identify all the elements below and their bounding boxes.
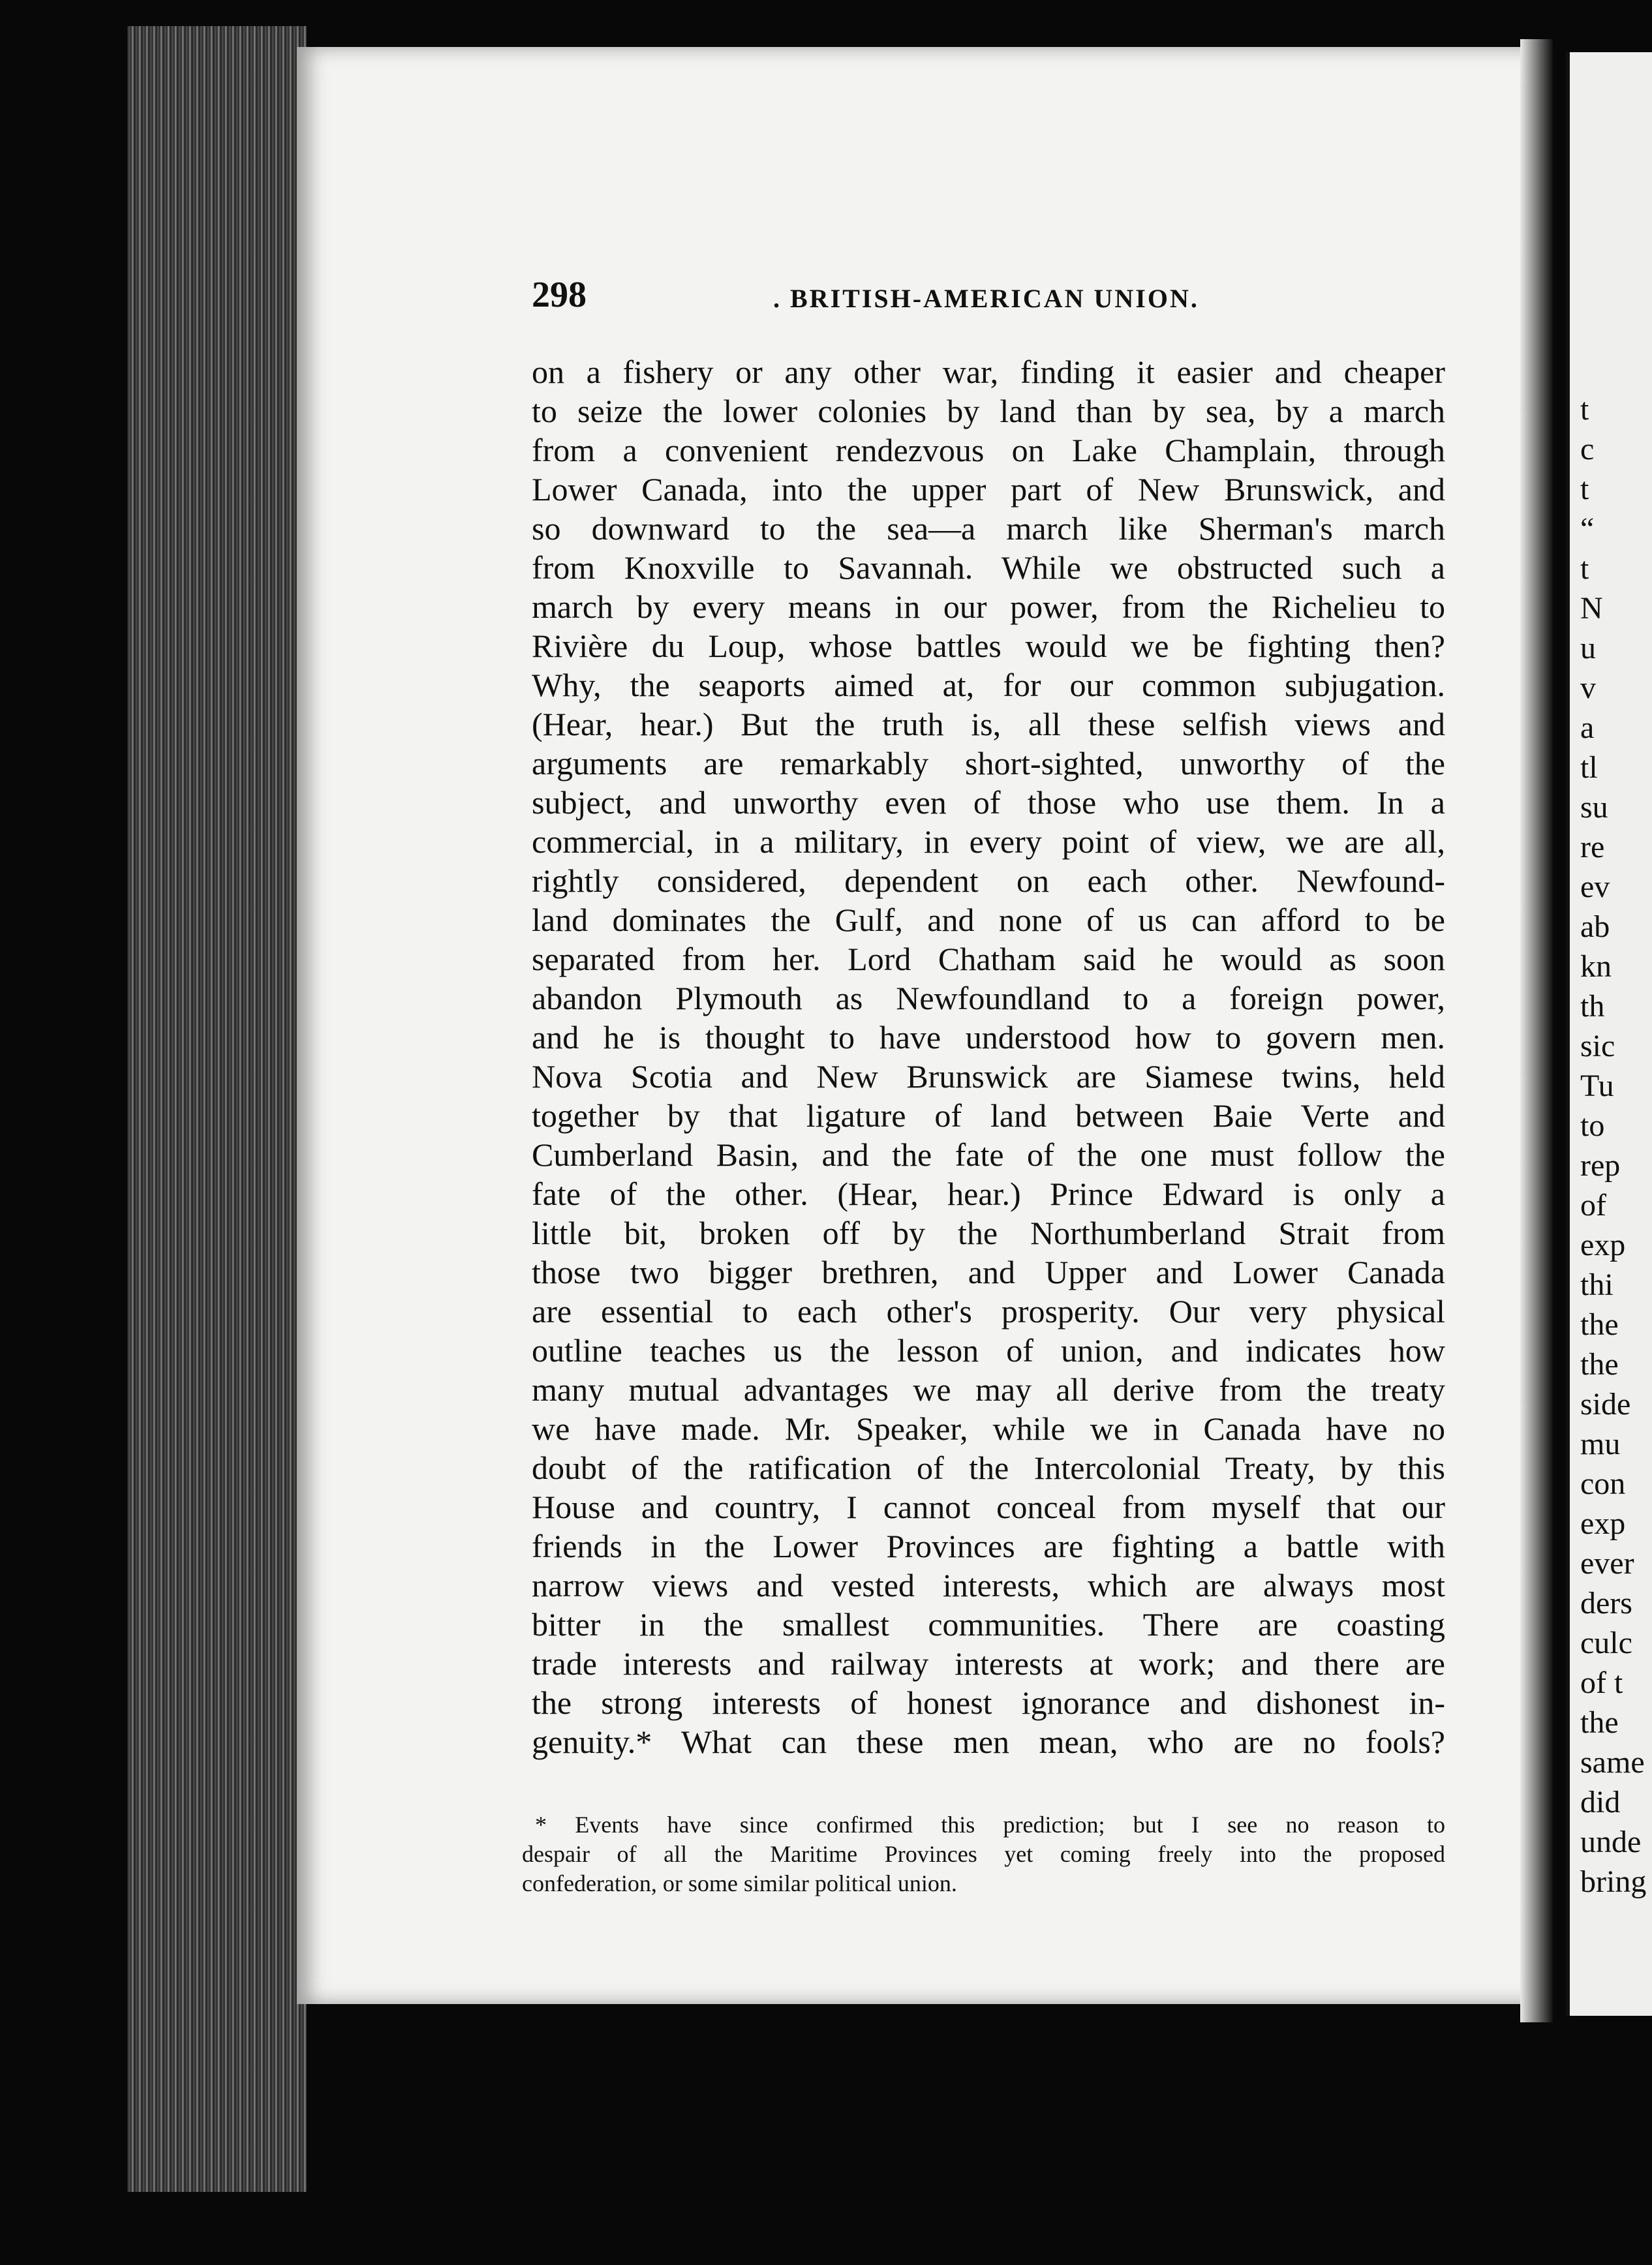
text-line: Why, the seaports aimed at, for our common subjugation. <box>532 667 1445 703</box>
text-line: subject, and unworthy even of those who use them. In a <box>532 784 1445 821</box>
text-line: bitter in the smallest communities. There are coasting <box>532 1606 1445 1643</box>
facing-page-text-fragment: t <box>1580 472 1589 506</box>
running-head <box>532 274 1445 320</box>
text-line: fate of the other. (Hear, hear.) Prince Edward is only a <box>532 1176 1445 1212</box>
text-line: Nova Scotia and New Brunswick are Siamese twins, held <box>532 1058 1445 1095</box>
facing-page-text-fragment: mu <box>1580 1427 1621 1461</box>
text-line: outline teaches us the lesson of union, and indicates how <box>532 1332 1445 1369</box>
text-line: so downward to the sea—a march like Sherman's march <box>532 510 1445 547</box>
text-line: Rivière du Loup, whose battles would we be fighting then? <box>532 628 1445 664</box>
facing-page-text-fragment: con <box>1580 1467 1626 1501</box>
facing-page-text-fragment: su <box>1580 790 1608 825</box>
text-line: narrow views and vested interests, which are always most <box>532 1567 1445 1604</box>
footnote-line: confederation, or some similar political union. <box>522 1870 957 1896</box>
facing-page-text-fragment: ev <box>1580 870 1610 904</box>
text-line: from Knoxville to Savannah. While we obstructed such a <box>532 549 1445 586</box>
facing-page-text-fragment: exp <box>1580 1228 1626 1262</box>
text-line: abandon Plymouth as Newfoundland to a foreign power, <box>532 980 1445 1016</box>
book-page-edges <box>127 26 307 2192</box>
text-line: march by every means in our power, from the Richelieu to <box>532 588 1445 625</box>
text-line: separated from her. Lord Chatham said he would as soon <box>532 941 1445 977</box>
facing-page-text-fragment: re <box>1580 830 1605 864</box>
text-line: from a convenient rendezvous on Lake Champlain, through <box>532 432 1445 468</box>
text-line: (Hear, hear.) But the truth is, all these selfish views and <box>532 706 1445 742</box>
facing-page-text-fragment: v <box>1580 671 1596 705</box>
page-number: 298 <box>532 275 587 315</box>
text-line: trade interests and railway interests at work; and there are <box>532 1645 1445 1682</box>
text-line: land dominates the Gulf, and none of us can afford to be <box>532 902 1445 938</box>
text-line: and he is thought to have understood how to govern men. <box>532 1019 1445 1056</box>
facing-page-text-fragment: same <box>1580 1745 1645 1780</box>
text-line: Lower Canada, into the upper part of New Brunswick, and <box>532 471 1445 508</box>
facing-page-text-fragment: ab <box>1580 909 1610 944</box>
footnote <box>522 1810 1445 1898</box>
running-title: . BRITISH-AMERICAN UNION. <box>773 284 1199 313</box>
facing-page-text-fragment: side <box>1580 1387 1631 1421</box>
facing-page-text-fragment: culc <box>1580 1626 1632 1660</box>
facing-page-text-fragment: bring <box>1580 1864 1647 1899</box>
facing-page-text-fragment: sic <box>1580 1029 1615 1063</box>
facing-page-text-fragment: ever <box>1580 1546 1634 1581</box>
facing-page-text-fragment: the <box>1580 1307 1619 1342</box>
facing-page-text-fragment: of t <box>1580 1665 1623 1700</box>
text-line: House and country, I cannot conceal from myself that our <box>532 1489 1445 1525</box>
facing-page-text-fragment: unde <box>1580 1825 1642 1859</box>
facing-page-text-fragment: c <box>1580 432 1595 466</box>
facing-page-text-fragment: t <box>1580 551 1589 586</box>
facing-page-text-fragment: thi <box>1580 1268 1614 1302</box>
text-line: the strong interests of honest ignorance and dishonest in- <box>532 1684 1445 1721</box>
text-line: we have made. Mr. Speaker, while we in Canada have no <box>532 1410 1445 1447</box>
facing-page-text-fragment: rep <box>1580 1148 1621 1183</box>
footnote-line: * Events have since confirmed this prediction; but I see no reason to <box>535 1812 1445 1838</box>
facing-page-text-fragment: tl <box>1580 750 1598 785</box>
facing-page-text-fragment: did <box>1580 1785 1621 1819</box>
facing-page-text-fragment: ders <box>1580 1586 1632 1620</box>
facing-page-text-fragment: to <box>1580 1108 1605 1143</box>
text-line: genuity.* What can these men mean, who are no fools? <box>532 1724 1445 1760</box>
text-line: on a fishery or any other war, finding it easier and cheaper <box>532 354 1445 390</box>
facing-page-fragment <box>1566 52 1652 2016</box>
facing-page-text-fragment: t <box>1580 392 1589 427</box>
text-line: Cumberland Basin, and the fate of the one must follow the <box>532 1136 1445 1173</box>
text-line: friends in the Lower Provinces are fighting a battle with <box>532 1528 1445 1564</box>
text-line: many mutual advantages we may all derive from the treaty <box>532 1371 1445 1408</box>
facing-page-text-fragment: kn <box>1580 949 1612 984</box>
facing-page-text-fragment: of <box>1580 1188 1606 1223</box>
text-line: rightly considered, dependent on each other. Newfound- <box>532 862 1445 899</box>
text-line: little bit, broken off by the Northumberland Strait from <box>532 1215 1445 1251</box>
text-line: arguments are remarkably short-sighted, unworthy of the <box>532 745 1445 782</box>
facing-page-text-fragment: N <box>1580 591 1603 626</box>
facing-page-text-fragment: th <box>1580 989 1605 1024</box>
facing-page-text-fragment: the <box>1580 1347 1619 1382</box>
body-text <box>532 352 1445 1761</box>
facing-page-text-fragment: the <box>1580 1705 1619 1740</box>
text-line: doubt of the ratification of the Intercolonial Treaty, by this <box>532 1450 1445 1486</box>
facing-page-text-fragment: “ <box>1580 511 1595 546</box>
facing-page-text-fragment: exp <box>1580 1506 1626 1541</box>
text-line: to seize the lower colonies by land than by sea, by a march <box>532 393 1445 429</box>
text-line: are essential to each other's prosperity. Our very physical <box>532 1293 1445 1330</box>
facing-page-text-fragment: a <box>1580 710 1595 745</box>
facing-page-text-fragment: Tu <box>1580 1069 1614 1103</box>
text-line: commercial, in a military, in every point of view, we are all, <box>532 823 1445 860</box>
facing-page-text-fragment: u <box>1580 631 1596 665</box>
page-gutter <box>1520 39 1553 2022</box>
text-line: those two bigger brethren, and Upper and Lower Canada <box>532 1254 1445 1290</box>
text-line: together by that ligature of land between Baie Verte and <box>532 1097 1445 1134</box>
footnote-line: despair of all the Maritime Provinces yet coming freely into the proposed <box>522 1841 1445 1867</box>
